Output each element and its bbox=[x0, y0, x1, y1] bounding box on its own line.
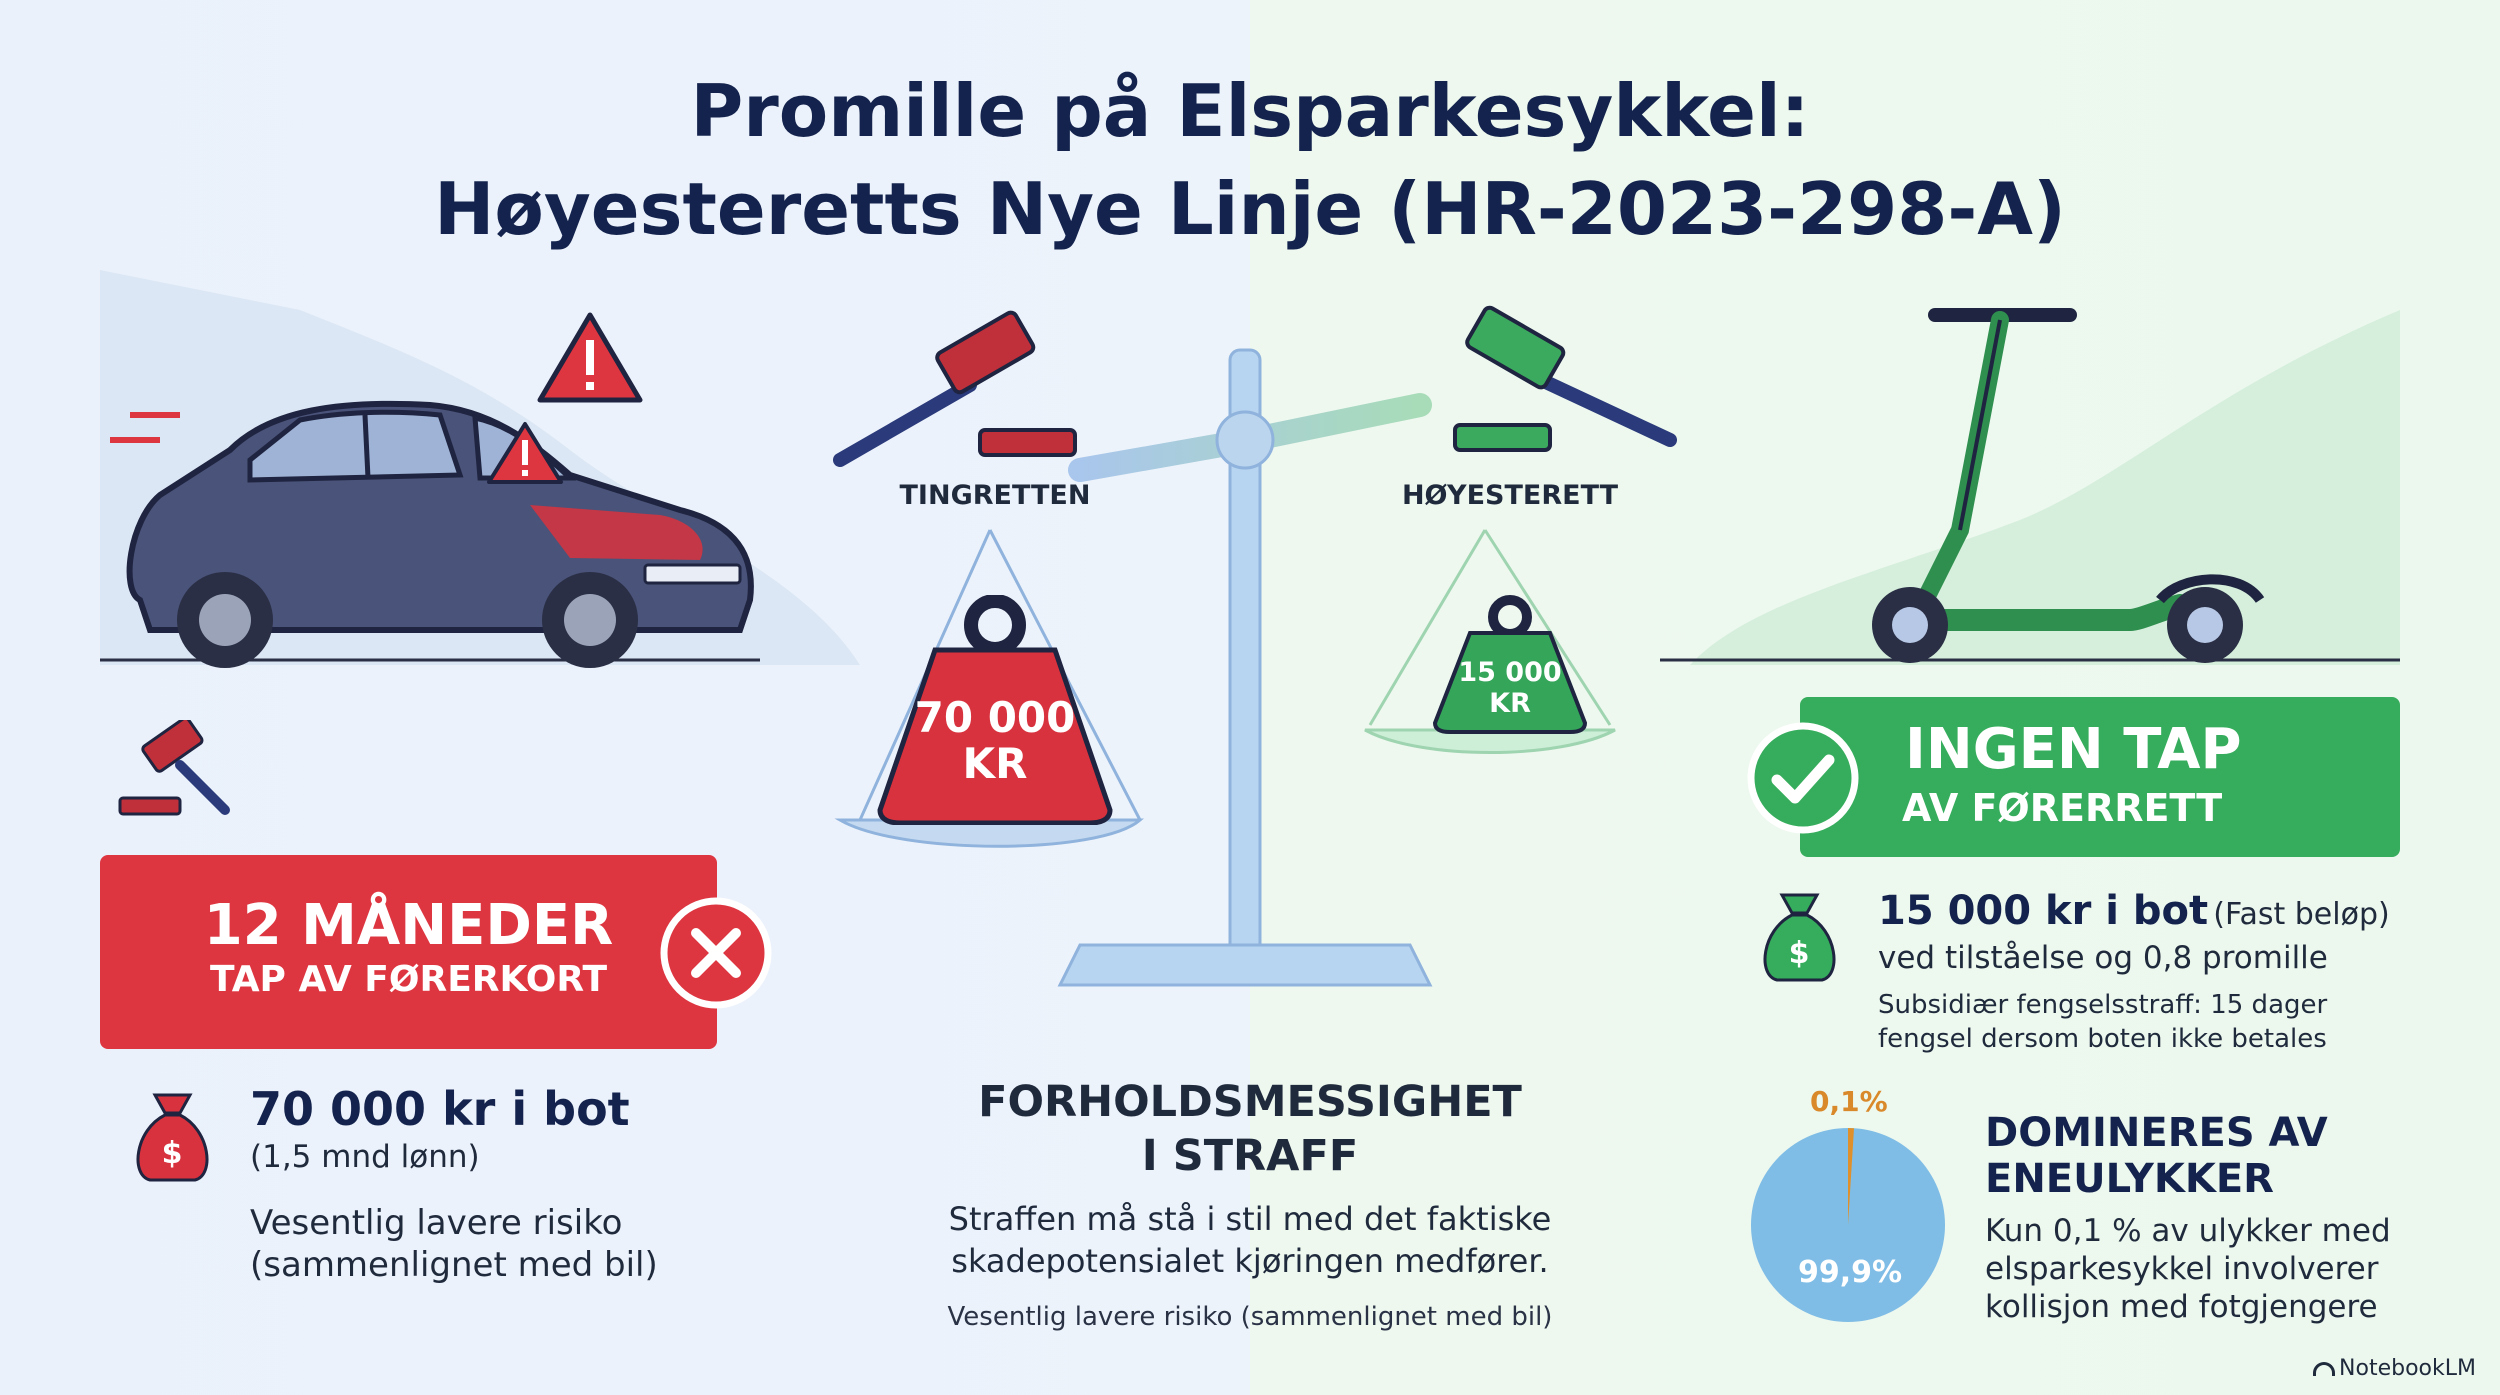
svg-text:$: $ bbox=[161, 1136, 183, 1171]
stat-text-line-1: Kun 0,1 % av ulykker med bbox=[1985, 1213, 2391, 1249]
left-weight-unit: KR bbox=[962, 739, 1028, 788]
stat-text bbox=[1985, 1212, 2391, 1326]
notebooklm-watermark bbox=[2313, 1356, 2476, 1381]
x-icon bbox=[658, 895, 774, 1011]
no-loss-heading: INGEN TAP bbox=[1905, 717, 2242, 782]
stat-heading-line-2: ENEULYKKER bbox=[1985, 1156, 2274, 1202]
left-fine-note: (1,5 mnd lønn) bbox=[250, 1139, 480, 1175]
stat-text-line-2: elsparkesykkel involverer bbox=[1985, 1251, 2379, 1287]
center-text-line-2: skadepotensialet kjøringen medfører. bbox=[951, 1242, 1549, 1280]
right-fine-row bbox=[1878, 888, 2390, 934]
hoyesterett-label: HØYESTERETT bbox=[1401, 480, 1619, 511]
subsidiary-text bbox=[1878, 988, 2327, 1056]
stat-heading bbox=[1985, 1110, 2328, 1202]
tingretten-label: TINGRETTEN bbox=[899, 480, 1091, 511]
small-gavel-icon bbox=[115, 720, 235, 820]
svg-text:$: $ bbox=[1788, 936, 1810, 971]
subsidiary-line-1: Subsidiær fengselsstraff: 15 dager bbox=[1878, 990, 2328, 1020]
center-heading bbox=[930, 1075, 1570, 1183]
center-heading-line-1: FORHOLDSMESSIGHET bbox=[978, 1077, 1522, 1127]
car-illustration bbox=[100, 300, 760, 670]
no-loss-subheading: AV FØRERRETT bbox=[1902, 786, 2223, 830]
center-text-line-1: Straffen må stå i stil med det faktiske bbox=[948, 1200, 1552, 1238]
license-loss-banner bbox=[100, 855, 717, 1049]
right-fine: 15 000 kr i bot bbox=[1878, 888, 2209, 934]
center-text bbox=[880, 1198, 1620, 1282]
stat-text-line-3: kollisjon med fotgjengere bbox=[1985, 1289, 2378, 1325]
car-motion-lines bbox=[110, 415, 180, 440]
penalty-months: 12 MÅNEDER bbox=[203, 893, 614, 958]
no-license-loss-banner bbox=[1800, 697, 2400, 857]
subsidiary-line-2: fengsel dersom boten ikke betales bbox=[1878, 1024, 2327, 1054]
right-weight-unit: KR bbox=[1489, 688, 1531, 719]
notebooklm-logo-icon bbox=[2313, 1362, 2335, 1376]
right-fine-condition: ved tilståelse og 0,8 promille bbox=[1878, 940, 2328, 976]
left-weight-amount: 70 000 bbox=[914, 693, 1076, 742]
right-weight-amount: 15 000 bbox=[1458, 657, 1562, 688]
car-warning-icon bbox=[485, 420, 565, 485]
scooter-illustration bbox=[1660, 300, 2400, 670]
pie-small-label: 0,1% bbox=[1810, 1085, 1888, 1118]
page-title bbox=[0, 62, 2500, 258]
left-risk-text bbox=[250, 1202, 658, 1286]
title-line-2: Høyesteretts Nye Linje (HR-2023-298-A) bbox=[434, 167, 2066, 251]
left-weight-label bbox=[880, 695, 1110, 787]
right-gavel-icon bbox=[1450, 300, 1690, 470]
right-fine-suffix: (Fast beløp) bbox=[2213, 897, 2390, 932]
right-weight-label bbox=[1430, 657, 1590, 719]
money-bag-icon-red bbox=[130, 1085, 215, 1185]
pie-big-label: 99,9% bbox=[1798, 1255, 1903, 1290]
left-risk-line-2: (sammenlignet med bil) bbox=[250, 1245, 658, 1285]
left-fine: 70 000 kr i bot bbox=[250, 1082, 630, 1136]
penalty-description: TAP AV FØRERKORT bbox=[209, 959, 608, 1000]
watermark-text: NotebookLM bbox=[2339, 1356, 2476, 1381]
money-bag-icon-green bbox=[1757, 885, 1842, 985]
warning-icon bbox=[535, 310, 645, 405]
center-footnote: Vesentlig lavere risiko (sammenlignet med bil) bbox=[947, 1302, 1553, 1332]
left-gavel-icon bbox=[820, 300, 1130, 470]
title-line-1: Promille på Elsparkesykkel: bbox=[690, 69, 1810, 153]
accident-pie-chart bbox=[1748, 1125, 1948, 1325]
left-risk-line-1: Vesentlig lavere risiko bbox=[250, 1203, 623, 1243]
stat-heading-line-1: DOMINERES AV bbox=[1985, 1110, 2328, 1156]
center-heading-line-2: I STRAFF bbox=[1141, 1131, 1359, 1181]
checkmark-icon bbox=[1745, 720, 1861, 836]
